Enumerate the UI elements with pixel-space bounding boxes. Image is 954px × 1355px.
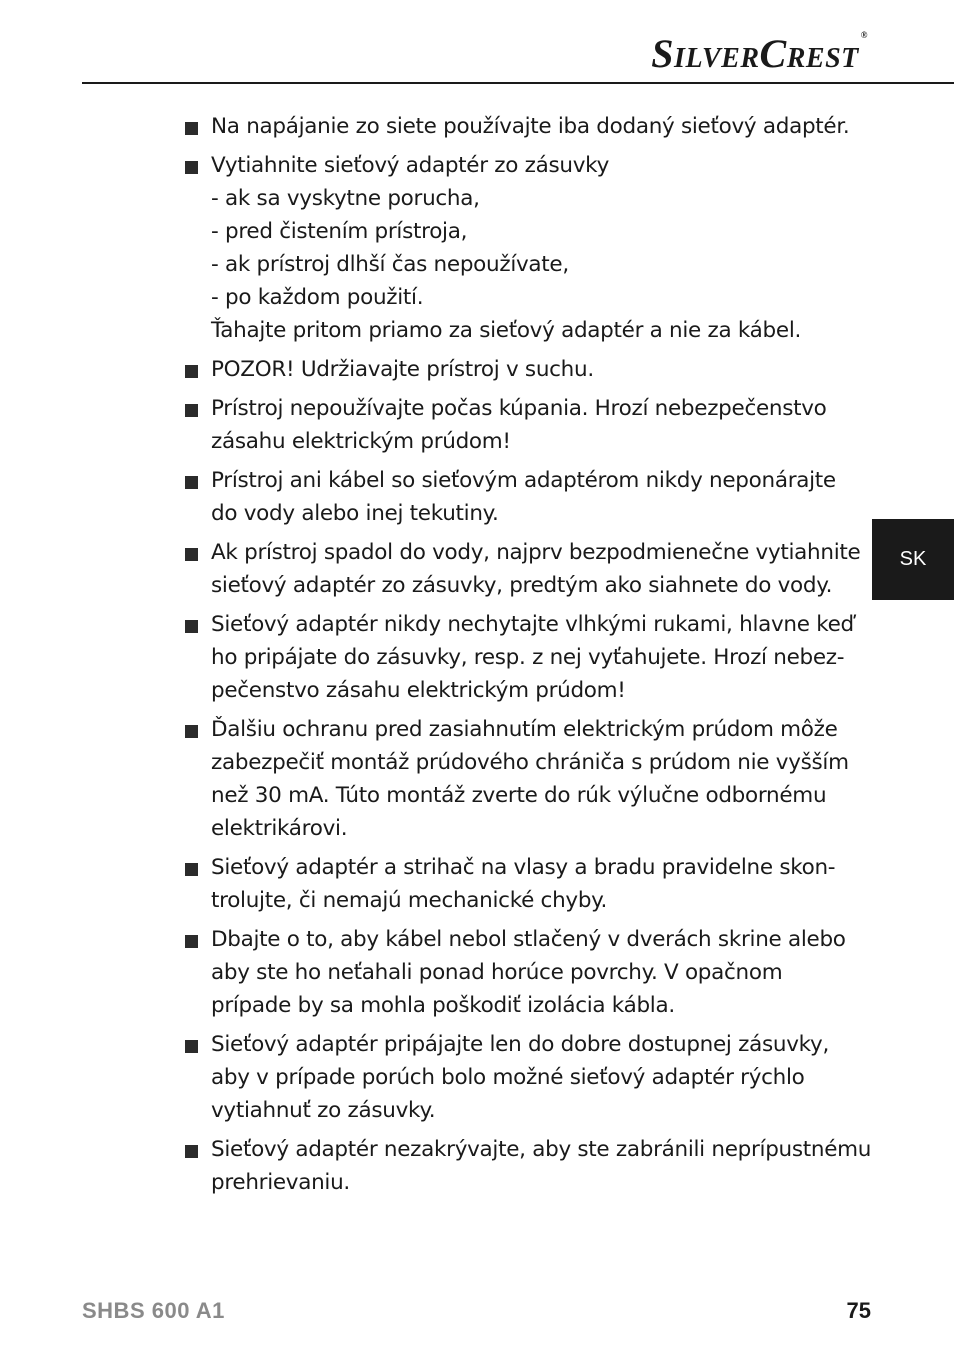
list-item-text-line: - ak prístroj dlhší čas nepoužívate, bbox=[211, 252, 569, 277]
square-bullet-icon bbox=[185, 1040, 198, 1053]
list-item-text-line: aby ste ho neťahali ponad horúce povrchy. V opačnom bbox=[211, 960, 783, 985]
page-number: 75 bbox=[846, 1298, 871, 1323]
list-item-text-line: zásahu elektrickým prúdom! bbox=[211, 429, 511, 454]
list-item-text-line: aby v prípade porúch bolo možné sieťový adaptér rýchlo bbox=[211, 1065, 805, 1090]
registered-mark: ® bbox=[860, 30, 868, 40]
list-item bbox=[183, 1028, 855, 1127]
safety-instructions-list bbox=[183, 110, 872, 1205]
list-item-text-line: POZOR! Udržiavajte prístroj v suchu. bbox=[211, 357, 594, 382]
list-item-text-line: Sieťový adaptér a strihač na vlasy a bradu pravidelne skon- bbox=[211, 855, 836, 880]
list-item-text-line: elektrikárovi. bbox=[211, 816, 348, 841]
list-item-text-line: prípade by sa mohla poškodiť izolácia kábla. bbox=[211, 993, 675, 1018]
list-item-text-line: trolujte, či nemajú mechanické chyby. bbox=[211, 888, 608, 913]
list-item-text-line: Sieťový adaptér pripájajte len do dobre dostupnej zásuvky, bbox=[211, 1032, 829, 1057]
logo-letters: REST bbox=[786, 43, 859, 74]
list-item-text-line: Prístroj nepoužívajte počas kúpania. Hrozí nebezpečenstvo bbox=[211, 396, 827, 421]
list-item bbox=[183, 149, 855, 347]
square-bullet-icon bbox=[185, 548, 198, 561]
square-bullet-icon bbox=[185, 935, 198, 948]
square-bullet-icon bbox=[185, 365, 198, 378]
list-item bbox=[183, 536, 861, 602]
square-bullet-icon bbox=[185, 476, 198, 489]
list-item-text-line: - ak sa vyskytne porucha, bbox=[211, 186, 480, 211]
list-item-text-line: Na napájanie zo siete používajte iba dodaný sieťový adaptér. bbox=[211, 114, 850, 139]
list-item bbox=[183, 851, 855, 917]
square-bullet-icon bbox=[185, 404, 198, 417]
header-divider bbox=[82, 82, 954, 84]
language-tab bbox=[872, 519, 954, 600]
square-bullet-icon bbox=[185, 1145, 198, 1158]
list-item-text-line: než 30 mA. Túto montáž zverte do rúk výlučne odbornému bbox=[211, 783, 827, 808]
square-bullet-icon bbox=[185, 122, 198, 135]
list-item-text-line: Sieťový adaptér nezakrývajte, aby ste zabránili neprípustnému bbox=[211, 1137, 872, 1162]
list-item-text-line: pečenstvo zásahu elektrickým prúdom! bbox=[211, 678, 626, 703]
list-item bbox=[183, 1133, 872, 1199]
square-bullet-icon bbox=[185, 161, 198, 174]
list-item bbox=[183, 110, 855, 143]
list-item-text-line: vytiahnuť zo zásuvky. bbox=[211, 1098, 436, 1123]
logo-letter: S bbox=[651, 31, 675, 76]
language-tab-label: SK bbox=[899, 548, 927, 570]
brand-logo bbox=[651, 30, 868, 77]
list-item-text-line: do vody alebo inej tekutiny. bbox=[211, 501, 499, 526]
square-bullet-icon bbox=[185, 620, 198, 633]
list-item bbox=[183, 713, 855, 845]
square-bullet-icon bbox=[185, 725, 198, 738]
list-item bbox=[183, 464, 855, 530]
list-item bbox=[183, 923, 855, 1022]
list-item-text-line: - pred čistením prístroja, bbox=[211, 219, 468, 244]
list-item-text-line: Ak prístroj spadol do vody, najprv bezpodmienečne vytiahnite bbox=[211, 540, 861, 565]
footer-model: SHBS 600 A1 bbox=[82, 1298, 225, 1323]
list-item-text-line: Dbajte o to, aby kábel nebol stlačený v dverách skrine alebo bbox=[211, 927, 846, 952]
list-item-text-line: Ďalšiu ochranu pred zasiahnutím elektrickým prúdom môže bbox=[211, 717, 838, 742]
list-item-text-line: - po každom použití. bbox=[211, 285, 424, 310]
list-item bbox=[183, 392, 855, 458]
list-item-text-line: sieťový adaptér zo zásuvky, predtým ako siahnete do vody. bbox=[211, 573, 833, 598]
logo-letters: ILVER bbox=[674, 43, 760, 74]
logo-letter: C bbox=[759, 31, 787, 76]
list-item bbox=[183, 353, 855, 386]
list-item-text-line: Prístroj ani kábel so sieťovým adaptérom nikdy neponárajte bbox=[211, 468, 836, 493]
list-item-text-line: Sieťový adaptér nikdy nechytajte vlhkými rukami, hlavne keď bbox=[211, 612, 854, 637]
list-item-text-line: Vytiahnite sieťový adaptér zo zásuvky bbox=[211, 153, 609, 178]
list-item-text-line: ho pripájate do zásuvky, resp. z nej vyťahujete. Hrozí nebez- bbox=[211, 645, 845, 670]
square-bullet-icon bbox=[185, 863, 198, 876]
list-item bbox=[183, 608, 855, 707]
list-item-text-line: prehrievaniu. bbox=[211, 1170, 350, 1195]
list-item-text-line: Ťahajte pritom priamo za sieťový adaptér a nie za kábel. bbox=[211, 318, 802, 343]
list-item-text-line: zabezpečiť montáž prúdového chrániča s prúdom nie vyšším bbox=[211, 750, 849, 775]
